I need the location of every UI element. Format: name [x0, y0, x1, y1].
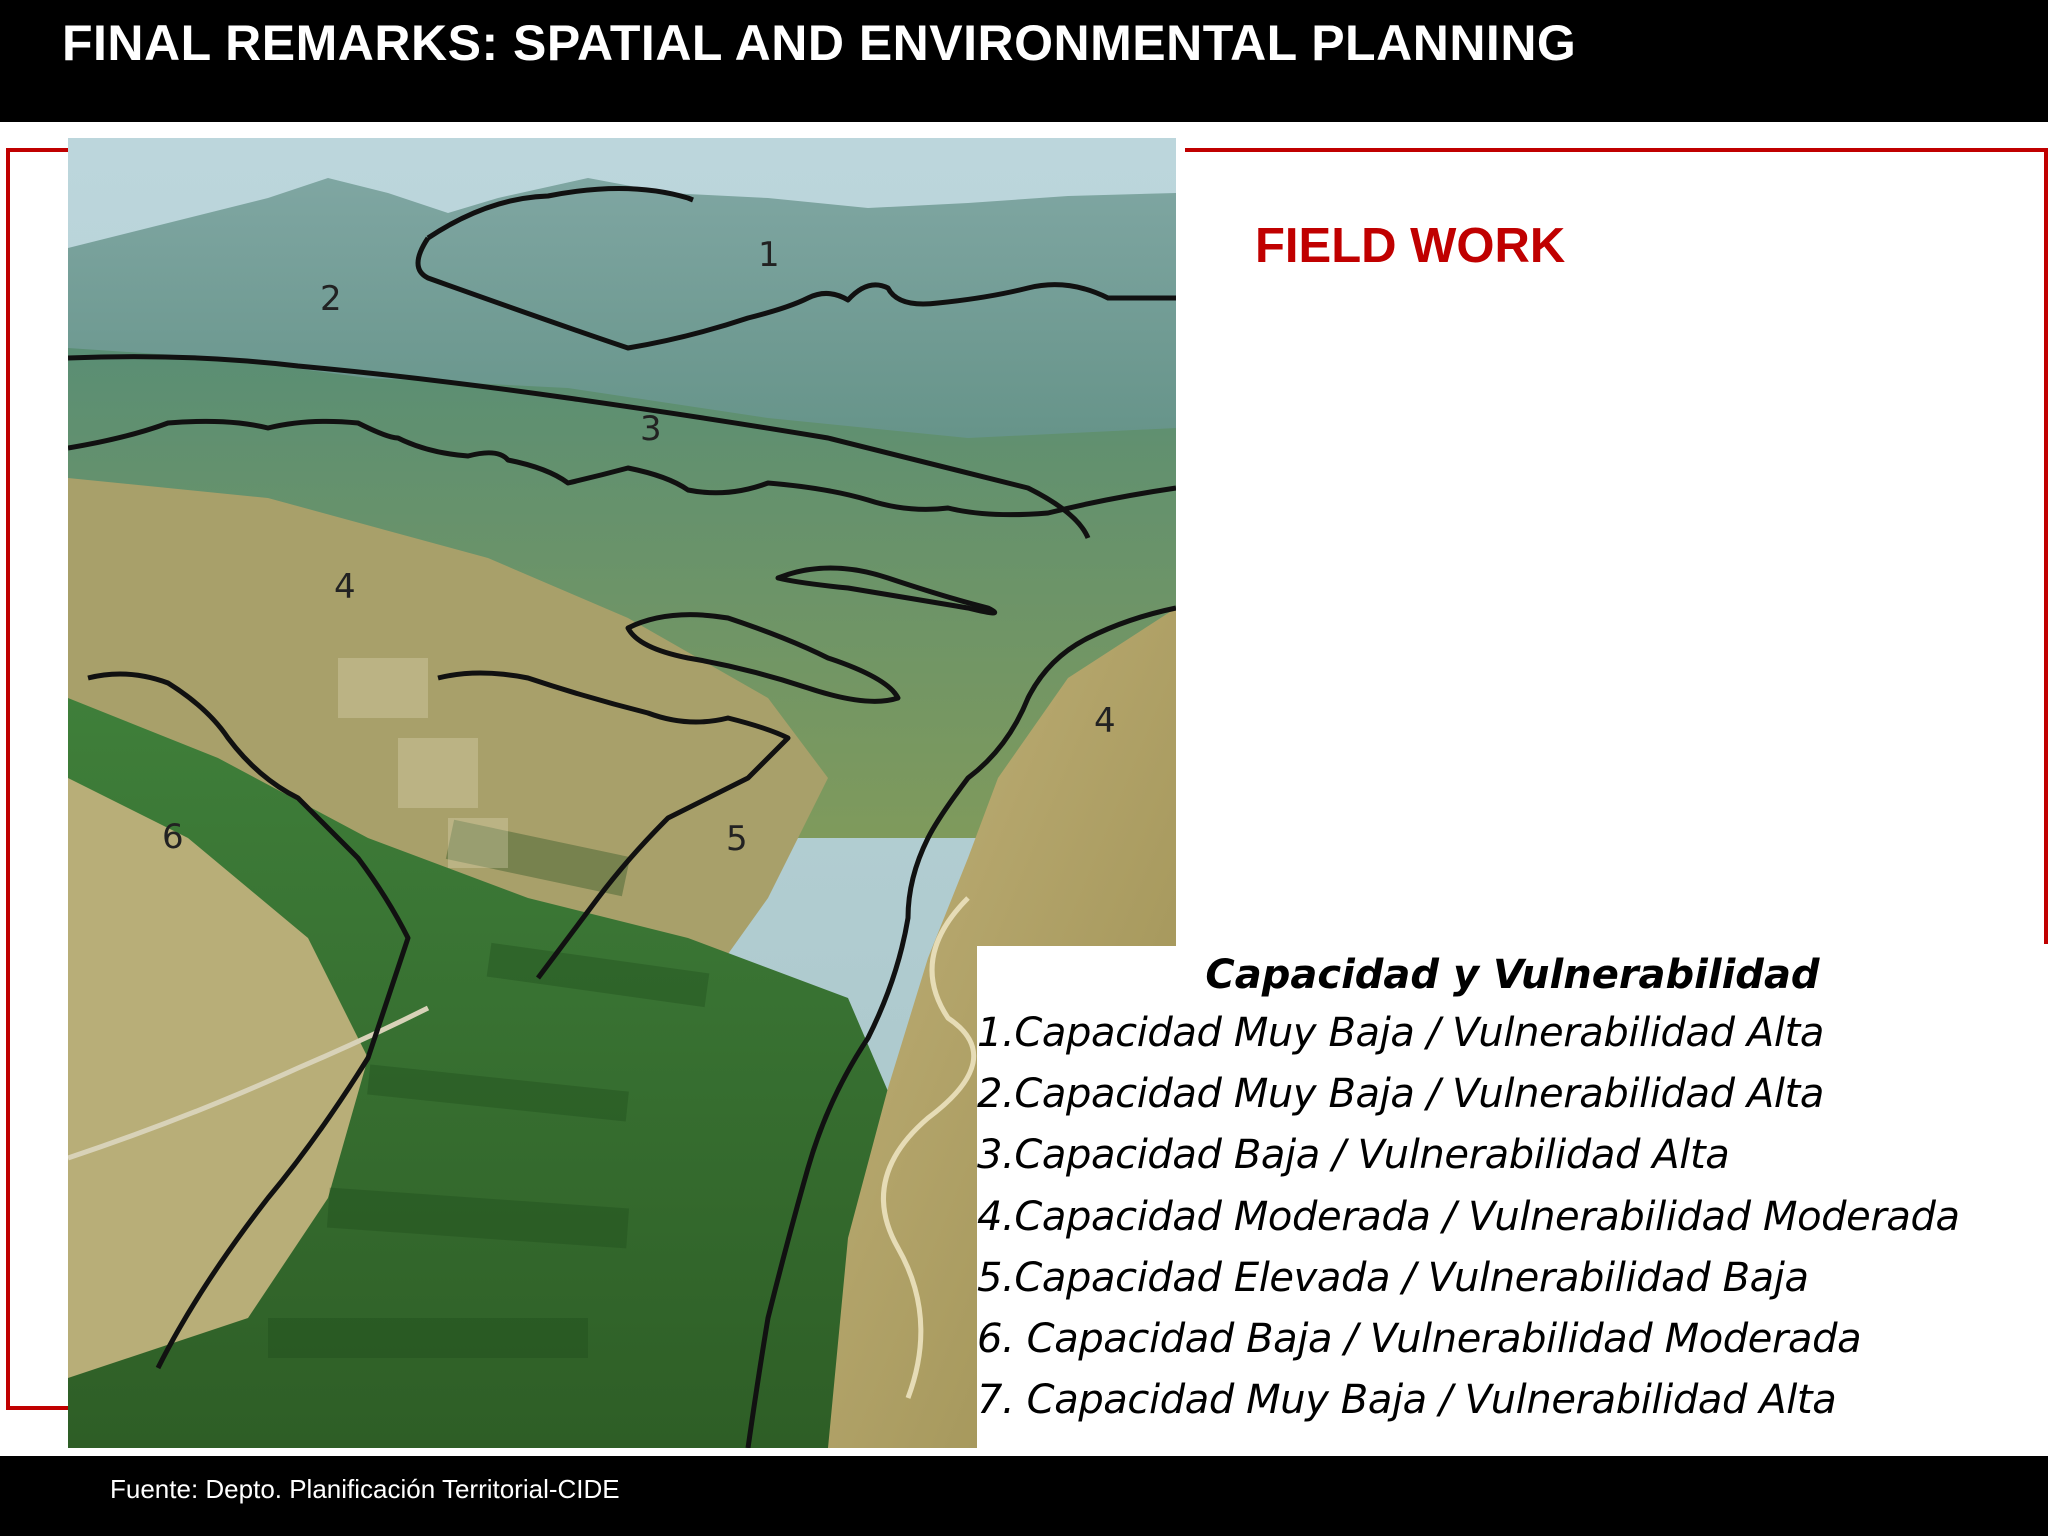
footer-bar	[0, 1456, 2048, 1536]
zone-label: 3	[640, 409, 662, 449]
section-label: FIELD WORK	[1255, 219, 1566, 273]
frame-line-bottom-left	[6, 1406, 68, 1410]
zone-label: 1	[758, 235, 780, 275]
frame-line-right	[2044, 148, 2048, 944]
frame-line-top-right	[1185, 148, 2045, 152]
legend-item: 3.Capacidad Baja / Vulnerabilidad Alta	[977, 1132, 1730, 1178]
zone-label: 4	[334, 567, 356, 607]
legend-title: Capacidad y Vulnerabilidad	[1205, 952, 1820, 998]
legend-item: 1.Capacidad Muy Baja / Vulnerabilidad Alta	[977, 1010, 1825, 1056]
legend-item: 6. Capacidad Baja / Vulnerabilidad Moderada	[977, 1316, 1862, 1362]
legend-item: 5.Capacidad Elevada / Vulnerabilidad Baja	[977, 1255, 1809, 1301]
zone-label: 2	[320, 279, 342, 319]
zone-label: 6	[162, 817, 184, 857]
legend-item: 2.Capacidad Muy Baja / Vulnerabilidad Alta	[977, 1071, 1825, 1117]
legend-item: 7. Capacidad Muy Baja / Vulnerabilidad Alta	[977, 1377, 1837, 1423]
zone-label: 5	[726, 819, 748, 859]
frame-line-left	[6, 148, 10, 1410]
slide-title: FINAL REMARKS: SPATIAL AND ENVIRONMENTAL PLANNING	[62, 15, 1577, 71]
title-bar	[0, 0, 2048, 122]
zone-label: 4	[1094, 701, 1116, 741]
legend-box	[977, 946, 2048, 1450]
source-note: Fuente: Depto. Planificación Territorial-CIDE	[110, 1474, 620, 1504]
legend-item: 4.Capacidad Moderada / Vulnerabilidad Moderada	[977, 1194, 1960, 1240]
frame-line-top-left	[6, 148, 68, 152]
